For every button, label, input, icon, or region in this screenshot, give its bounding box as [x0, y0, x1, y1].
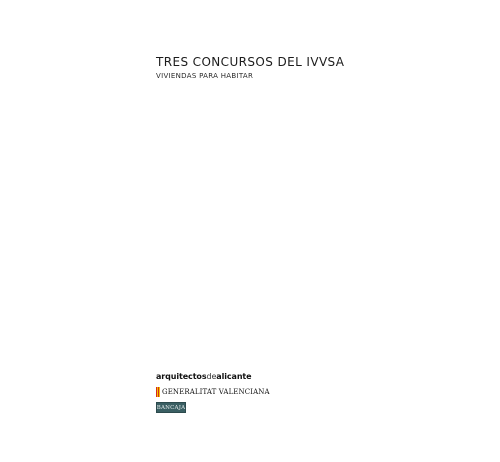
emblem-red-bar-2 [158, 387, 159, 397]
book-title: TRES CONCURSOS DEL IVVSA [156, 55, 345, 69]
logo-aa-part1: arquitectos [156, 372, 207, 381]
logo-aa-part3: alicante [216, 372, 252, 381]
generalitat-valenciana-logo [156, 386, 270, 397]
logo-aa-part2: de [206, 372, 217, 381]
bancaja-logo: BANCAJA [156, 402, 186, 413]
book-subtitle: VIVIENDAS PARA HABITAR [156, 72, 254, 80]
arquitectos-de-alicante-logo [156, 372, 251, 381]
generalitat-emblem-icon [156, 387, 160, 397]
emblem-red-bar-1 [156, 387, 157, 397]
generalitat-valenciana-text: GENERALITAT VALENCIANA [162, 387, 270, 396]
